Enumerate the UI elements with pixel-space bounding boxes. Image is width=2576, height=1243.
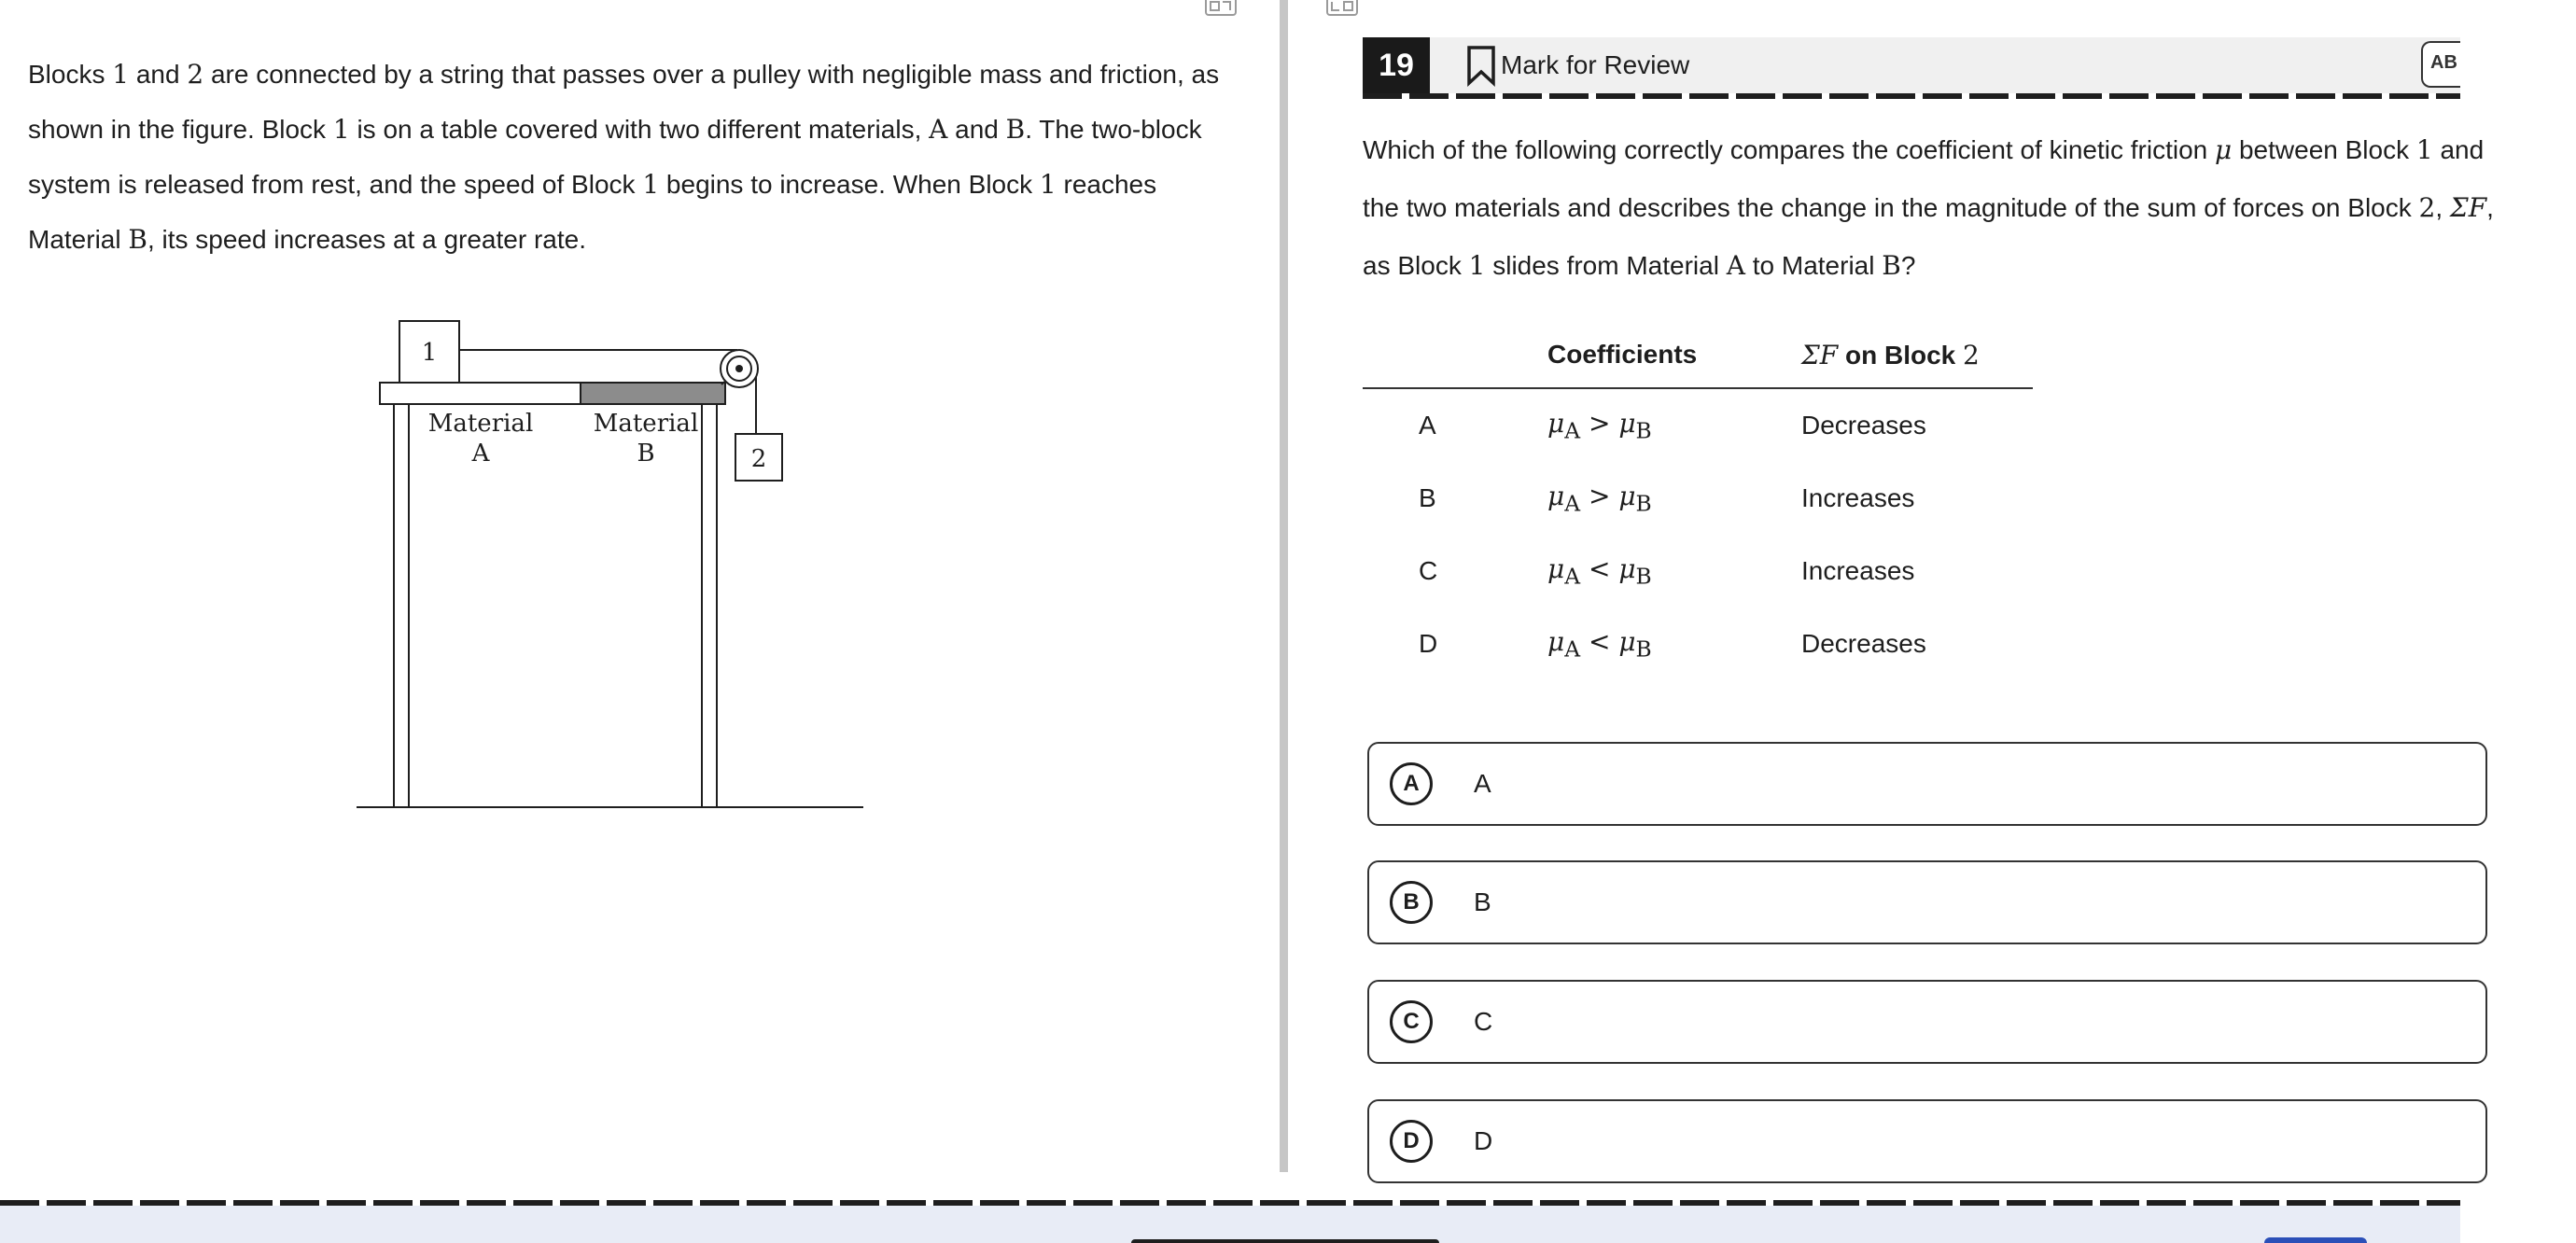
header-dashed-rule [1363,93,2460,99]
choice-d[interactable] [1367,1099,2487,1183]
choice-b-bubble: B [1390,881,1433,924]
table-right-leg [702,404,717,807]
table-row-coefficients: $\mu_A > \mu_B$ [1547,480,1652,517]
choice-a-text: A [1474,769,1491,798]
question-pane [1288,0,2494,1172]
choice-d-text: D [1474,1126,1493,1155]
table-header-coefficients: Coefficients [1547,322,1801,388]
table-row-coefficients: $\mu_A < \mu_B$ [1547,552,1652,590]
table-row-letter: D [1419,629,1438,658]
table-header-sum-forces: ΣF on Block 2 [1801,322,2033,388]
material-a-letter: A [471,440,490,468]
table-header-empty [1363,322,1547,388]
bookmark-icon[interactable] [1465,45,1497,86]
table-row [1363,608,2033,680]
table-row-change: Decreases [1801,629,1926,658]
passage-text: Blocks 1 and 2 are connected by a string that passes over a pulley with negligible mass and friction, as shown in the figure. Block 1 is on a table covered with two different materials, A and B. The two-block system is released from rest, and the speed of Block 1 begins to increase. When Block 1 reaches Material B, its speed increases at a greater rate. [28,59,1220,255]
table-header-row [1363,322,2033,388]
expand-left-pane-icon[interactable] [1202,0,1241,22]
material-a-surface [380,383,581,404]
question-navigator-button[interactable] [1131,1239,1439,1243]
table-row-letter: B [1419,483,1436,512]
table-row [1363,388,2033,462]
choice-c-bubble: C [1390,1000,1433,1043]
material-a-label: Material [427,410,534,438]
pane-divider[interactable] [1280,0,1288,1172]
material-b-letter: B [637,440,655,468]
choice-c[interactable] [1367,980,2487,1064]
bottom-toolbar [0,1206,2460,1243]
mark-for-review-button[interactable]: Mark for Review [1501,50,1690,79]
block-2-label: 2 [750,445,767,473]
table-row-letter: A [1419,411,1436,440]
pulley-axle [735,365,743,372]
passage-pane [0,0,1279,1172]
material-b-surface [581,383,725,404]
table-row-coefficients: $\mu_A < \mu_B$ [1547,625,1652,663]
question-stem: Which of the following correctly compares the coefficient of kinetic friction μ between Block 1 and the two materials and describes the change in the magnitude of the sum of forces on Block 2, ΣF, as Block 1 slides from Material A to Material B? [1363,134,2494,281]
choice-c-text: C [1474,1007,1493,1036]
choice-a[interactable] [1367,742,2487,826]
table-row-coefficients: $\mu_A > \mu_B$ [1547,407,1652,444]
choice-b-text: B [1474,887,1491,916]
table-left-leg [394,404,409,807]
table-row [1363,462,2033,535]
table-row [1363,535,2033,608]
material-b-label: Material [593,410,699,438]
choice-a-bubble: A [1390,762,1433,805]
table-row-change: Increases [1801,483,1915,512]
answer-eliminator-label: AB [2430,52,2457,73]
choice-b[interactable] [1367,860,2487,944]
question-number: 19 [1363,37,1430,93]
table-row-letter: C [1419,556,1438,585]
answer-eliminator-button[interactable] [2421,41,2460,88]
choice-d-bubble: D [1390,1120,1433,1163]
next-button[interactable] [2264,1237,2367,1243]
table-row-change: Decreases [1801,411,1926,440]
answer-options-table [1363,322,2033,680]
pulley-figure [345,308,887,821]
block-1-label: 1 [421,339,438,367]
table-row-change: Increases [1801,556,1915,585]
question-header [1363,37,2460,93]
